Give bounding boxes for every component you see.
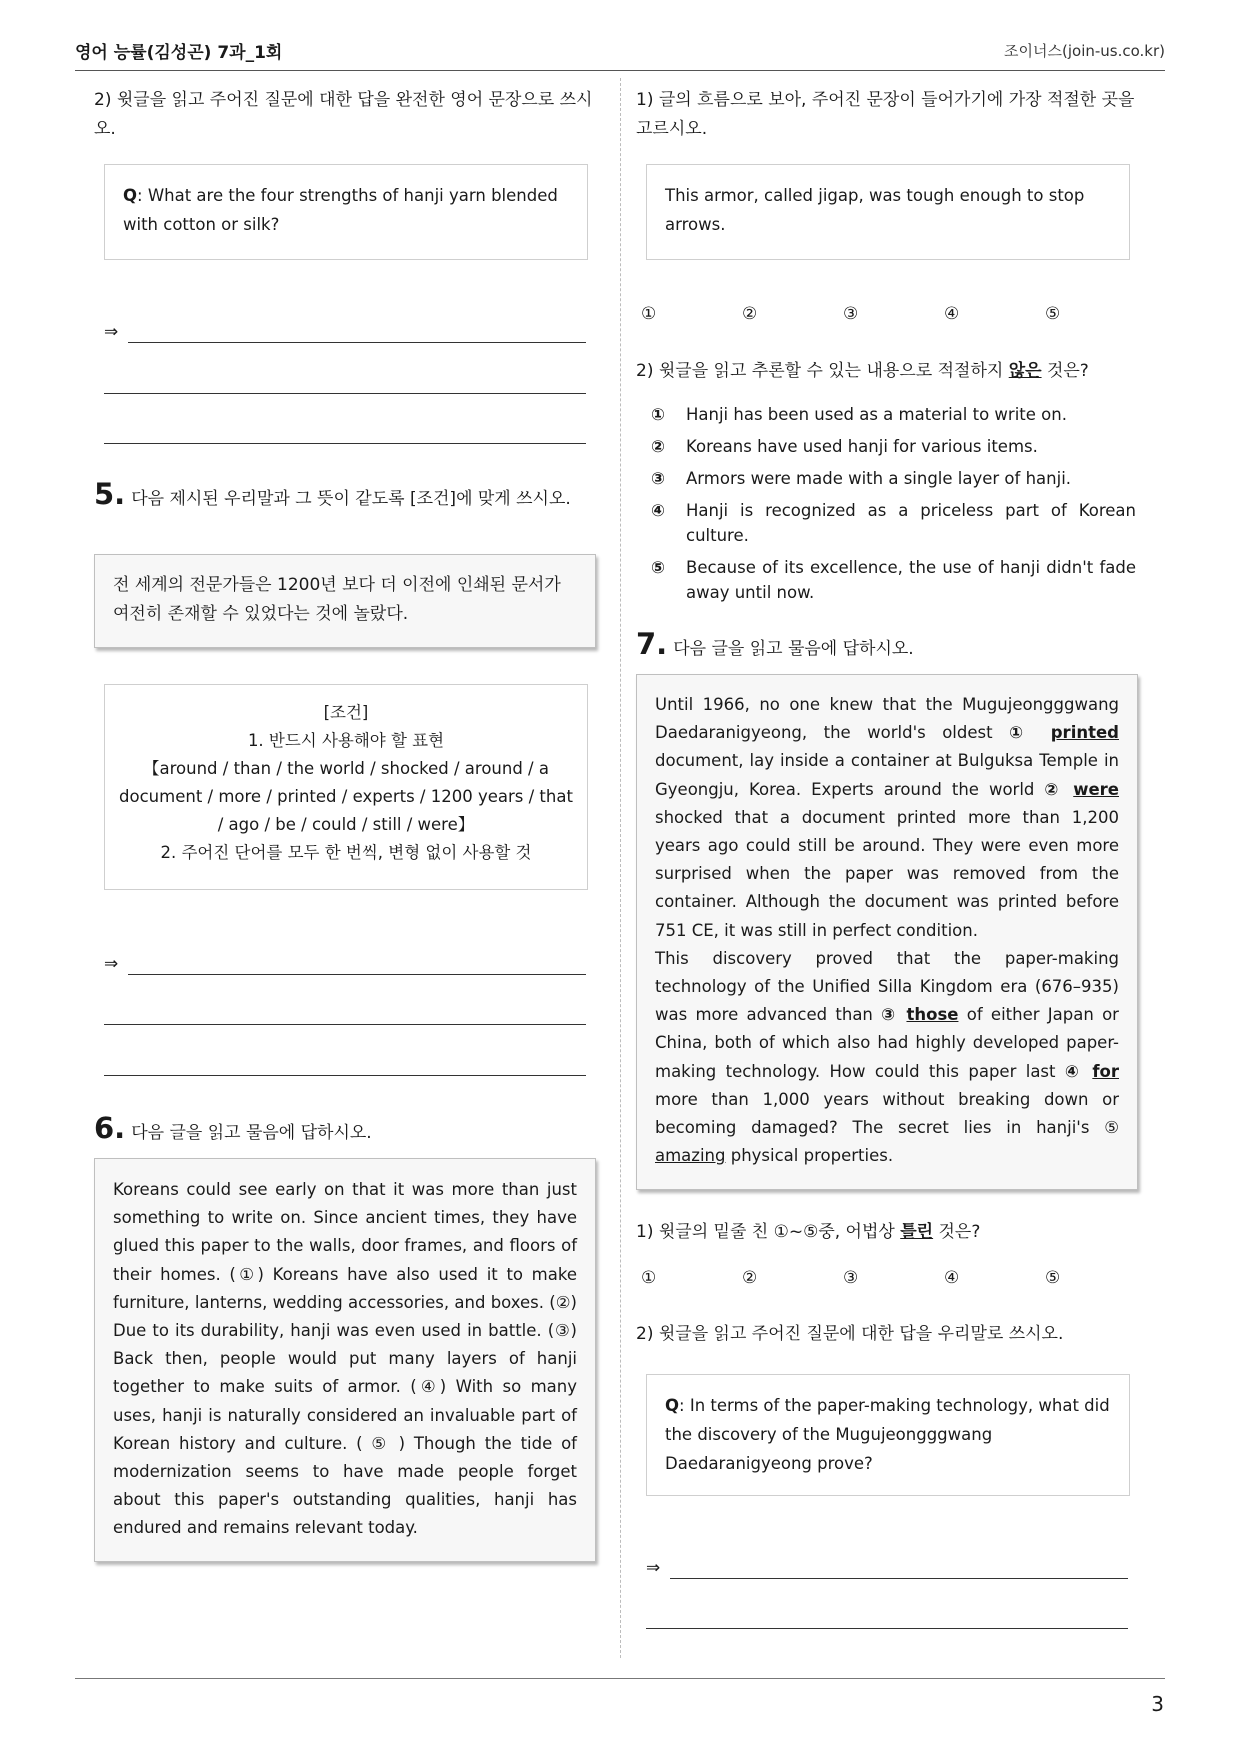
answer-arrow: ⇒ (104, 954, 119, 974)
q5-prompt: 다음 제시된 우리말과 그 뜻이 같도록 [조건]에 맞게 쓰시오. (131, 489, 571, 509)
choice-1[interactable]: ① (641, 1268, 657, 1288)
answer-line[interactable] (128, 342, 586, 343)
prompt-text: 것은? (1041, 361, 1089, 381)
question-label: Q (665, 1396, 680, 1415)
page-header (75, 38, 1165, 71)
underlined-word: amazing (655, 1146, 726, 1166)
q7-1-prompt (636, 1218, 1156, 1247)
answer-line[interactable] (104, 1024, 586, 1025)
answer-line[interactable] (104, 393, 586, 394)
option-marker: ④ (651, 501, 665, 520)
prompt-text: 2) 윗글을 읽고 추론할 수 있는 내용으로 적절하지 (636, 361, 1009, 381)
answer-line[interactable] (670, 1578, 1128, 1579)
answer-line[interactable] (128, 974, 586, 975)
footer-rule (75, 1678, 1165, 1679)
condition-words: 【around / than / the world / shocked / around / a document / more / printed / experts / 1200 years / that / ago / be / could / still / were】 (119, 759, 573, 834)
q6-passage: Koreans could see early on that it was more than just something to write on. Since ancient times, they have glued this paper to the walls, door frames, and floors of their homes. (①) Koreans have also used it to make furniture, lanterns, wedding accessories, and boxes. (②) Due to its durability, hanji was even used in battle. (③) Back then, people would put many layers of hanji together to make suits of armor. (④) With so many uses, hanji is naturally considered an invaluable part of Korean history and culture. ( ⑤ ) Though the tide of modernization seems to have made people forget about this paper's outstanding qualities, hanji has endured and remains relevant today. (113, 1180, 577, 1538)
q7-heading (636, 627, 1136, 664)
underlined-word: for (1092, 1061, 1119, 1081)
document-title: 영어 능률(김성곤) 7과_1회 (75, 43, 283, 63)
underline-marker: ④ (1064, 1061, 1083, 1081)
passage-text: more than 1,000 years without breaking down or becoming damaged? The secret lies in hanji's (655, 1089, 1119, 1138)
prompt-text: 1) 윗글의 밑줄 친 ①~⑤중, 어법상 (636, 1222, 901, 1242)
q4-2-question-box (104, 164, 588, 260)
question-number: 5. (94, 477, 126, 511)
option-text: Hanji has been used as a material to write on. (686, 405, 1067, 424)
underline-marker: ② (1044, 779, 1064, 799)
q6-1-prompt: 1) 글의 흐름으로 보아, 주어진 문장이 들어가기에 가장 적절한 곳을 고르시오. (636, 90, 1135, 139)
passage-text: document, lay inside a container at Bulguksa Temple in Gyeongju, Korea. Experts around the world (655, 751, 1119, 799)
question-text: : In terms of the paper-making technology, what did the discovery of the Mugujeongggwang Daedaranigyeong prove? (665, 1396, 1110, 1473)
passage-text: This discovery proved that the paper-making technology of the Unified Silla Kingdom era (676–935) was more advanced than (655, 948, 1119, 1025)
condition-box (104, 684, 588, 890)
q6-2-options (651, 402, 1136, 612)
q6-passage-box (94, 1158, 596, 1562)
option-1[interactable] (651, 402, 1136, 427)
question-label: Q (123, 186, 138, 205)
choice-4[interactable]: ④ (944, 304, 960, 324)
choice-2[interactable]: ② (742, 1268, 758, 1288)
q5-heading (94, 477, 594, 514)
passage-text: Until 1966, no one knew that the Mugujeongggwang Daedaranigyeong, the world's oldest (655, 695, 1119, 743)
site-name: 조이너스(join-us.co.kr) (1004, 42, 1165, 60)
korean-sentence: 전 세계의 전문가들은 1200년 보다 더 이전에 인쇄된 문서가 여전히 존재할 수 있었다는 것에 놀랐다. (113, 575, 561, 624)
emphasis-word: 틀린 (900, 1222, 934, 1242)
answer-line[interactable] (646, 1628, 1128, 1629)
q6-2-prompt (636, 357, 1156, 386)
choice-3[interactable]: ③ (843, 1268, 859, 1288)
underline-marker: ③ (881, 1005, 899, 1025)
emphasis-word: 않은 (1008, 361, 1042, 381)
condition-title: [조건] (323, 703, 369, 722)
prompt-text: 것은? (933, 1222, 981, 1242)
option-text: Koreans have used hanji for various items. (686, 437, 1038, 456)
column-divider (620, 78, 621, 1658)
underlined-word: were (1073, 779, 1119, 799)
q6-prompt: 다음 글을 읽고 물음에 답하시오. (131, 1123, 372, 1143)
q6-1-choices (641, 304, 1146, 324)
q7-prompt: 다음 글을 읽고 물음에 답하시오. (673, 639, 914, 659)
option-marker: ⑤ (651, 558, 665, 577)
passage-text: of either Japan or China, both of which also had highly developed paper-making technology. How could this paper last (655, 1005, 1119, 1081)
question-number: 6. (94, 1111, 126, 1145)
choice-2[interactable]: ② (742, 304, 758, 324)
option-3[interactable] (651, 466, 1136, 491)
underline-marker: ① (1009, 723, 1035, 743)
answer-arrow: ⇒ (646, 1558, 661, 1578)
option-marker: ① (651, 405, 665, 424)
choice-4[interactable]: ④ (944, 1268, 960, 1288)
underline-marker: ⑤ (1104, 1118, 1119, 1138)
q7-2-prompt: 2) 윗글을 읽고 주어진 질문에 대한 답을 우리말로 쓰시오. (636, 1324, 1064, 1344)
passage-text: shocked that a document printed more than 1,200 years ago could still be around. They were even more surprised when the paper was removed from the container. Although the document was printed before 751 CE, it was still in perfect condition. (655, 807, 1119, 940)
option-5[interactable] (651, 555, 1136, 605)
q5-korean-box (94, 554, 596, 648)
option-text: Armors were made with a single layer of hanji. (686, 469, 1072, 488)
q6-heading (94, 1111, 594, 1148)
question-text: : What are the four strengths of hanji yarn blended with cotton or silk? (123, 186, 558, 234)
answer-line[interactable] (104, 443, 586, 444)
passage-text: physical properties. (725, 1146, 894, 1166)
q7-passage-box (636, 674, 1138, 1190)
q7-1-choices (641, 1268, 1146, 1288)
given-sentence: This armor, called jigap, was tough enough to stop arrows. (665, 186, 1085, 234)
choice-3[interactable]: ③ (843, 304, 859, 324)
option-2[interactable] (651, 434, 1136, 459)
condition-1: 1. 반드시 사용해야 할 표현 (247, 731, 445, 750)
choice-5[interactable]: ⑤ (1045, 1268, 1061, 1288)
answer-arrow: ⇒ (104, 322, 119, 342)
underlined-word: those (906, 1005, 959, 1025)
choice-1[interactable]: ① (641, 304, 657, 324)
option-marker: ③ (651, 469, 665, 488)
option-marker: ② (651, 437, 665, 456)
option-text: Hanji is recognized as a priceless part of Korean culture. (686, 501, 1136, 545)
question-number: 7. (636, 627, 668, 661)
condition-2: 2. 주어진 단어를 모두 한 번씩, 변형 없이 사용할 것 (160, 843, 532, 862)
choice-5[interactable]: ⑤ (1045, 304, 1061, 324)
q4-2-prompt: 2) 윗글을 읽고 주어진 질문에 대한 답을 완전한 영어 문장으로 쓰시오. (94, 90, 593, 139)
option-4[interactable] (651, 498, 1136, 548)
underlined-word: printed (1050, 723, 1119, 743)
answer-line[interactable] (104, 1075, 586, 1076)
q7-2-question-box (646, 1374, 1130, 1496)
page-number: 3 (1151, 1692, 1164, 1716)
option-text: Because of its excellence, the use of hanji didn't fade away until now. (686, 558, 1136, 602)
given-sentence-box (646, 164, 1130, 260)
